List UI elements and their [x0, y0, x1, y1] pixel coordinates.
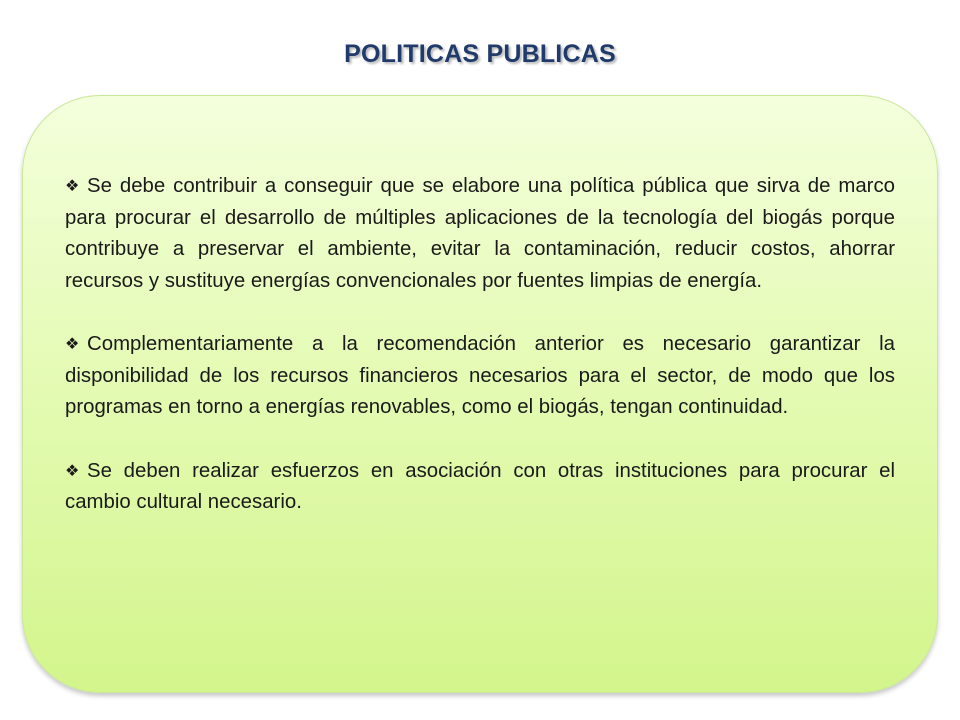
bullet-item	[65, 328, 895, 424]
bullet-item	[65, 170, 895, 297]
bullet-item	[65, 455, 895, 519]
diamond-bullet-icon: ❖	[65, 176, 80, 195]
bullet-text: Complementariamente a la recomendación anterior es necesario garantizar la disponibilidad de los recursos financieros necesarios para el sector, de modo que los programas en torno a energías renovables, como el biogás, tengan continuidad.	[65, 333, 895, 418]
slide-title: POLITICAS PUBLICAS	[344, 40, 616, 68]
bullet-text: Se deben realizar esfuerzos en asociación con otras instituciones para procurar el cambio cultural necesario.	[65, 459, 895, 513]
bullet-text: Se debe contribuir a conseguir que se elabore una política pública que sirva de marco para procurar el desarrollo de múltiples aplicaciones de la tecnología del biogás porque contribuye a preservar el ambiente, evitar la contaminación, reducir costos, ahorrar recursos y sustituye energías convencionales por fuentes limpias de energía.	[65, 175, 895, 292]
diamond-bullet-icon: ❖	[65, 460, 80, 480]
diamond-bullet-icon: ❖	[65, 334, 80, 353]
bullet-list	[65, 170, 895, 550]
